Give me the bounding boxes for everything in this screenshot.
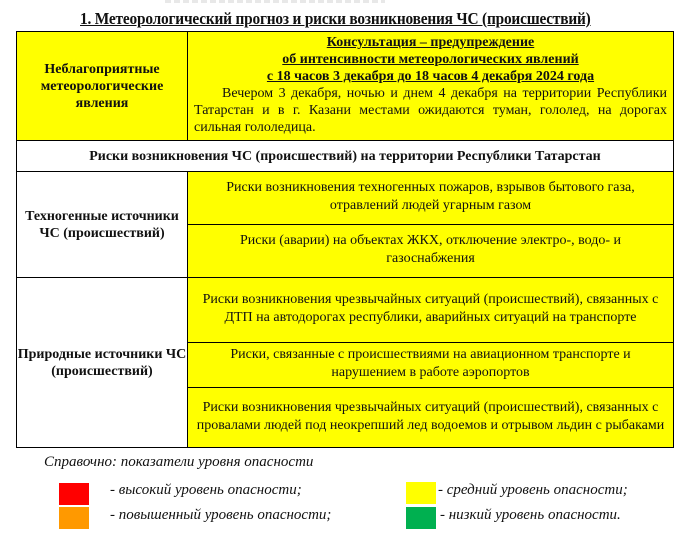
risk-item: Риски, связанные с происшествиями на авиационном транспорте и нарушением в работе аэропортов (188, 343, 674, 388)
forecast-header-line-1: Консультация – предупреждение (326, 35, 535, 50)
risk-item: Риски (аварии) на объектах ЖКХ, отключение электро-, водо- и газоснабжения (188, 225, 674, 278)
risk-item: Риски возникновения чрезвычайных ситуаций (происшествий), связанных с провалами людей под неокрепший лед водоемов и отрывом льдин с рыбаками (188, 388, 674, 448)
forecast-row (17, 32, 674, 141)
cropped-previous-line (165, 0, 385, 3)
group-label-natural: Природные источники ЧС (происшествий) (17, 278, 188, 448)
forecast-left-label: Неблагоприятные метеорологические явления (17, 32, 188, 141)
legend-label-low: - низкий уровень опасности. (440, 507, 621, 523)
forecast-header-line-3: с 18 часов 3 декабря до 18 часов 4 декабря 2024 года (266, 69, 595, 84)
legend-swatch-medium (406, 482, 436, 504)
risks-title: Риски возникновения ЧС (происшествий) на территории Республики Татарстан (17, 141, 674, 172)
group-label-technogenic: Техногенные источники ЧС (происшествий) (17, 172, 188, 278)
legend-swatch-high (59, 483, 89, 505)
forecast-body: Вечером 3 декабря, ночью и днем 4 декабря на территории Республики Татарстан и в г. Казани местами ожидаются туман, гололед, на дорогах сильная гололедица. (194, 86, 667, 135)
legend-swatch-low (406, 507, 436, 529)
legend-label-elevated: - повышенный уровень опасности; (110, 507, 332, 523)
risk-item: Риски возникновения техногенных пожаров, взрывов бытового газа, отравлений людей угарным газом (188, 172, 674, 225)
legend-swatch-elevated (59, 507, 89, 529)
forecast-risk-table (16, 31, 674, 448)
forecast-cell (188, 32, 674, 141)
legend-title: Справочно: показатели уровня опасности (44, 454, 314, 470)
risk-row (17, 278, 674, 343)
risk-item: Риски возникновения чрезвычайных ситуаций (происшествий), связанных с ДТП на автодорогах республики, аварийных ситуаций на транспорте (188, 278, 674, 343)
risk-row (17, 172, 674, 225)
section-heading: 1. Метеорологический прогноз и риски возникновения ЧС (происшествий) (80, 9, 591, 28)
risks-title-row (17, 141, 674, 172)
forecast-header-line-2: об интенсивности метеорологических явлений (282, 52, 579, 67)
legend-label-medium: - средний уровень опасности; (438, 482, 628, 498)
legend-label-high: - высокий уровень опасности; (110, 482, 302, 498)
